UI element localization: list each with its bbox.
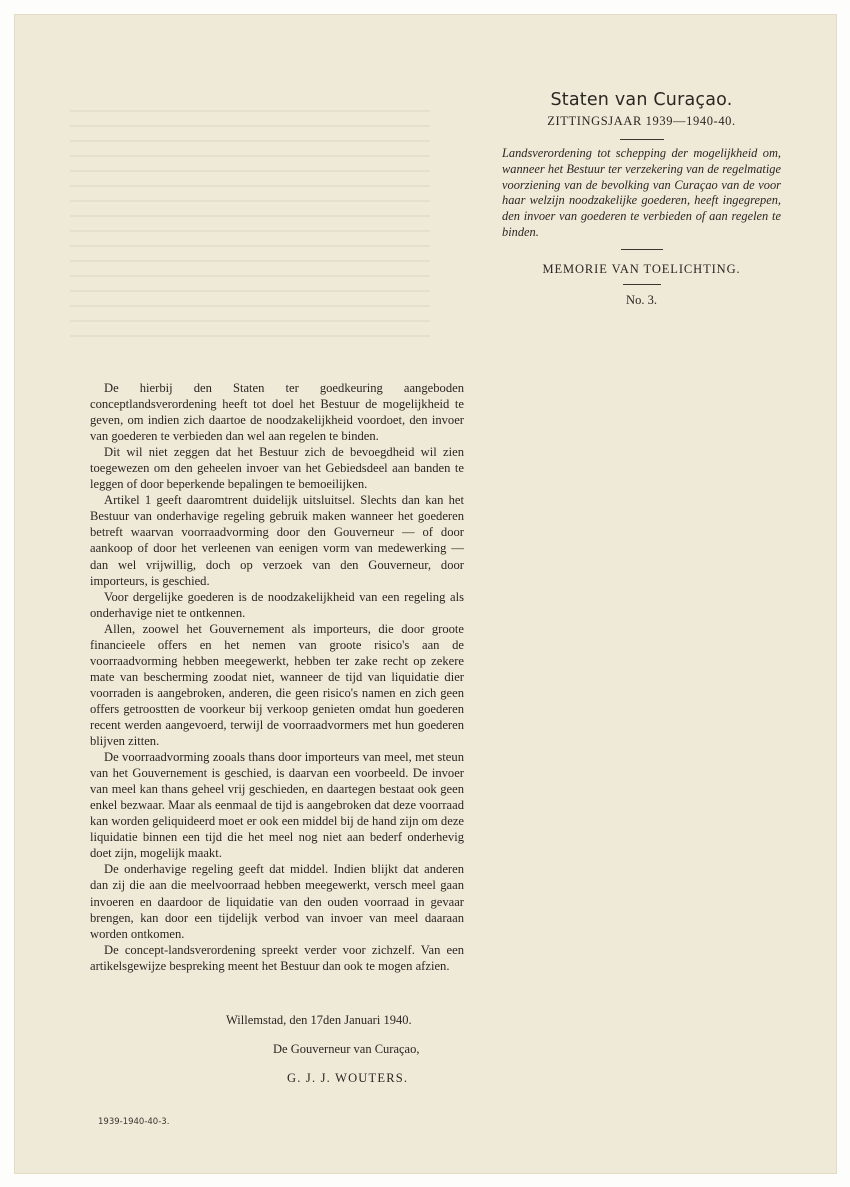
session-year: ZITTINGSJAAR 1939—1940-40. — [547, 114, 736, 128]
signatory-role: De Gouverneur van Curaçao, — [273, 1042, 420, 1056]
divider — [621, 249, 663, 250]
paragraph: De hierbij den Staten ter goedkeuring aangeboden conceptlandsverordening heeft tot doel het Bestuur de mogelijkheid te geven, om indien zich daartoe de noodzakelijkheid voordoet, den invoer van goederen te verbieden dan wel aan regelen te binden. — [90, 381, 464, 444]
paragraph: Voor dergelijke goederen is de noodzakelijkheid van een regeling als onderhavige niet te ontkennen. — [90, 589, 464, 620]
document-title: Staten van Curaçao. — [550, 90, 733, 110]
paragraph: De concept-landsverordening spreekt verder voor zichzelf. Van een artikelsgewijze bespreking meent het Bestuur dan ook te mogen afzien. — [90, 942, 464, 973]
signatory-name: G. J. J. WOUTERS. — [287, 1071, 409, 1085]
place-date: Willemstad, den 17den Januari 1940. — [226, 1013, 412, 1027]
ordinance-subject: Landsverordening tot schepping der mogelijkheid om, wanneer het Bestuur ter verzekering van de regelmatige voorziening van de bevolking van Curaçao van de voor haar welzijn noodzakelijke goederen, heeft ingegrepen, den invoer van goederen te verbieden of aan regelen te binden. — [502, 146, 781, 239]
paragraph: Allen, zoowel het Gouvernement als importeurs, die door groote financieele offers en het nemen van groote risico's aan de voorraadvorming hebben meegewerkt, hebben ter zake recht op zekere mate van bescherming zoodat niet, wanneer de tijd van liquidatie dier voorraden is aangebroken, anderen, die geen risico's namen en zich geen offers getroostten de voorkeur bij verkoop genieten omdat hun goederen recent werden aangevoerd, terwijl de voorraadvormers met hun goederen blijven zitten. — [90, 621, 464, 749]
document-header — [500, 90, 783, 308]
memorandum-body — [90, 380, 464, 974]
divider — [623, 284, 661, 285]
paragraph: De voorraadvorming zooals thans door importeurs van meel, met steun van het Gouvernement is geschied, is daarvan een voorbeeld. De invoer van meel kan thans geheel vrij geschieden, en daartegen bestaat ook geen enkel bezwaar. Maar als eenmaal de tijd is aangebroken dat deze voorraad kan worden geliquideerd moet er ook een middel bij de hand zijn om deze liquidatie binnen een tijd die het meel nog niet aan bederf onderhevig doet zijn, mogelijk maakt. — [90, 750, 464, 861]
document-reference: 1939-1940-40-3. — [98, 1117, 170, 1127]
paragraph: Dit wil niet zeggen dat het Bestuur zich de bevoegdheid wil zien toegewezen om den geheelen invoer van het Gebiedsdeel aan banden te leggen of door beperkende bepalingen te bemoeilijken. — [90, 445, 464, 492]
paragraph: Artikel 1 geeft daaromtrent duidelijk uitsluitsel. Slechts dan kan het Bestuur van onderhavige regeling gebruik maken wanneer het goederen betreft waarvan voorraadvorming door den Gouverneur — of door aankoop of door het verleenen van eenigen vorm van medewerking — dan wel vrijwillig, doch op verzoek van den Gouverneur, door importeurs, is geschied. — [90, 493, 464, 588]
document-number: No. 3. — [626, 292, 657, 307]
divider — [620, 139, 664, 140]
bleed-through-texture — [70, 110, 430, 350]
paragraph: De onderhavige regeling geeft dat middel. Indien blijkt dat anderen dan zij die aan die meelvoorraad hebben meegewerkt, versch meel gaan invoeren en daardoor de liquidatie van den ouden voorraad in gevaar brengen, kan door een tijdelijk verbod van invoer van meel daaraan worden ontkomen. — [90, 862, 464, 941]
memorie-heading: MEMORIE VAN TOELICHTING. — [542, 261, 741, 276]
